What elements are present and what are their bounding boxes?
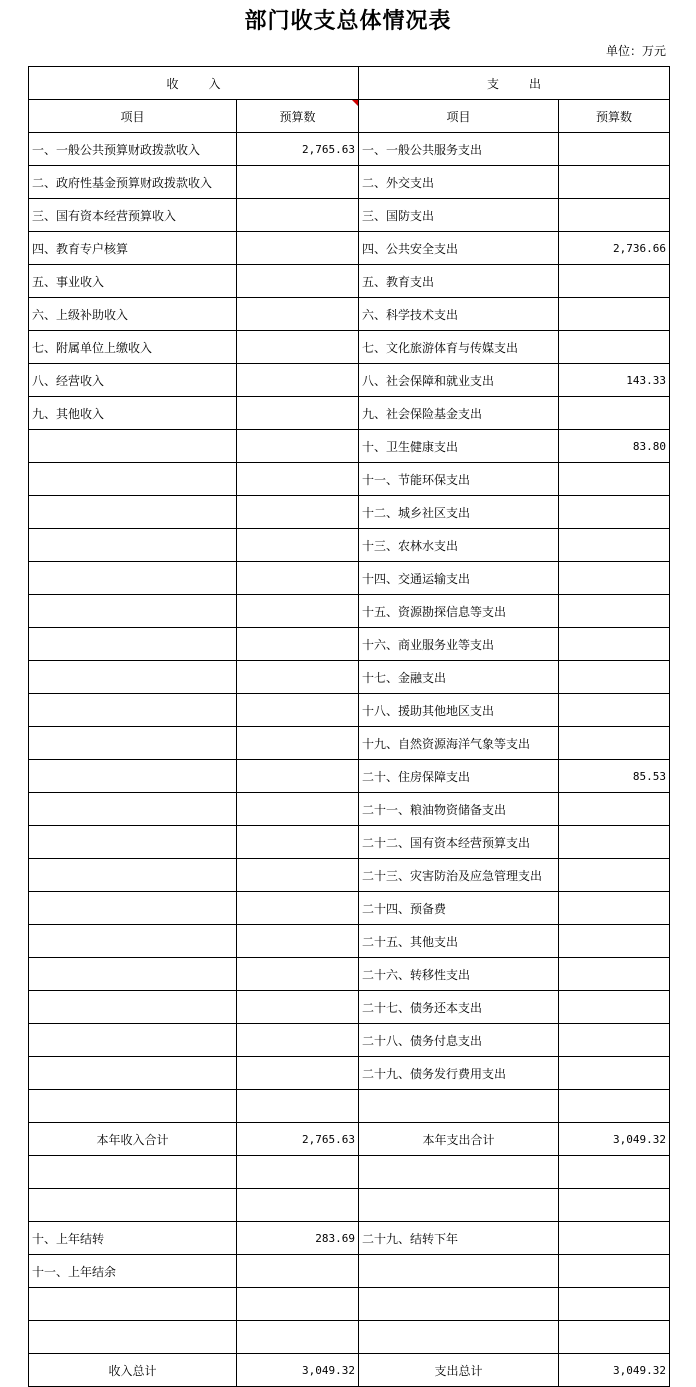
income-subtotal-value: 2,765.63	[237, 1123, 359, 1156]
expense-item-cell: 六、科学技术支出	[359, 298, 559, 331]
income-value-cell	[237, 628, 359, 661]
expense-value-cell	[559, 1057, 670, 1090]
income-value-cell	[237, 595, 359, 628]
budget-table	[28, 66, 670, 1387]
expense-item-cell: 十二、城乡社区支出	[359, 496, 559, 529]
expense-value-cell	[559, 991, 670, 1024]
income-item-cell	[29, 430, 237, 463]
income-item-cell: 五、事业收入	[29, 265, 237, 298]
table-row	[29, 595, 670, 628]
table-row	[29, 166, 670, 199]
expense-value-cell	[559, 1255, 670, 1288]
income-item-cell: 十、上年结转	[29, 1222, 237, 1255]
expense-item-cell: 一、一般公共服务支出	[359, 133, 559, 166]
table-row	[29, 892, 670, 925]
page-title: 部门收支总体情况表	[244, 8, 452, 34]
expense-value-cell	[559, 661, 670, 694]
income-item-cell: 八、经营收入	[29, 364, 237, 397]
empty-row	[29, 1156, 670, 1189]
income-item-cell	[29, 1090, 237, 1123]
header-row-2	[29, 100, 670, 133]
expense-item-cell: 十七、金融支出	[359, 661, 559, 694]
table-row	[29, 694, 670, 727]
table-row	[29, 529, 670, 562]
table-row	[29, 397, 670, 430]
expense-item-cell	[359, 1090, 559, 1123]
income-value-cell: 2,765.63	[237, 133, 359, 166]
expense-value-cell	[559, 397, 670, 430]
income-item-cell	[29, 925, 237, 958]
expense-value-cell	[559, 1024, 670, 1057]
expense-item-cell: 二十三、灾害防治及应急管理支出	[359, 859, 559, 892]
income-value-cell	[237, 430, 359, 463]
expense-value-cell	[559, 496, 670, 529]
expense-value-cell	[559, 958, 670, 991]
income-item-cell	[29, 991, 237, 1024]
income-item-cell: 三、国有资本经营预算收入	[29, 199, 237, 232]
expense-value-cell	[559, 628, 670, 661]
income-value-cell	[237, 694, 359, 727]
income-item-cell	[29, 694, 237, 727]
table-row	[29, 793, 670, 826]
expense-item-cell	[359, 1255, 559, 1288]
expense-value-cell	[559, 562, 670, 595]
income-item-cell	[29, 496, 237, 529]
income-item-cell: 九、其他收入	[29, 397, 237, 430]
header-row-1	[29, 67, 670, 100]
expense-value-cell	[559, 1090, 670, 1123]
table-row	[29, 463, 670, 496]
income-value-cell	[237, 199, 359, 232]
expense-budget-header: 预算数	[559, 100, 670, 133]
income-value-cell	[237, 463, 359, 496]
income-value-cell	[237, 727, 359, 760]
income-item-cell	[29, 463, 237, 496]
expense-item-cell: 二十七、债务还本支出	[359, 991, 559, 1024]
empty-row	[29, 1189, 670, 1222]
empty-cell	[237, 1321, 359, 1354]
table-row	[29, 958, 670, 991]
expense-value-cell	[559, 793, 670, 826]
income-item-cell: 十一、上年结余	[29, 1255, 237, 1288]
expense-value-cell: 83.80	[559, 430, 670, 463]
table-row	[29, 727, 670, 760]
table-row	[29, 826, 670, 859]
empty-cell	[29, 1189, 237, 1222]
empty-row	[29, 1321, 670, 1354]
expense-total-value: 3,049.32	[559, 1354, 670, 1387]
table-row	[29, 925, 670, 958]
table-row	[29, 298, 670, 331]
expense-header: 支出	[359, 67, 670, 100]
table-row	[29, 628, 670, 661]
income-total-value: 3,049.32	[237, 1354, 359, 1387]
income-item-cell	[29, 529, 237, 562]
income-subtotal-label: 本年收入合计	[29, 1123, 237, 1156]
income-value-cell	[237, 496, 359, 529]
income-item-cell: 六、上级补助收入	[29, 298, 237, 331]
income-value-cell	[237, 397, 359, 430]
expense-item-cell: 二十四、预备费	[359, 892, 559, 925]
income-item-cell	[29, 892, 237, 925]
expense-value-cell	[559, 265, 670, 298]
income-value-cell	[237, 1255, 359, 1288]
table-row	[29, 364, 670, 397]
unit-label: 单位：万元	[605, 44, 666, 58]
table-row	[29, 760, 670, 793]
income-value-cell	[237, 661, 359, 694]
expense-item-cell: 十五、资源勘探信息等支出	[359, 595, 559, 628]
empty-cell	[559, 1156, 670, 1189]
income-total-label: 收入总计	[29, 1354, 237, 1387]
empty-cell	[359, 1189, 559, 1222]
expense-item-cell: 十四、交通运输支出	[359, 562, 559, 595]
empty-cell	[359, 1288, 559, 1321]
income-value-cell	[237, 760, 359, 793]
expense-value-cell	[559, 133, 670, 166]
expense-item-cell: 九、社会保险基金支出	[359, 397, 559, 430]
expense-value-cell	[559, 727, 670, 760]
expense-item-cell: 十、卫生健康支出	[359, 430, 559, 463]
income-header: 收入	[29, 67, 359, 100]
table-row	[29, 331, 670, 364]
income-value-cell: 283.69	[237, 1222, 359, 1255]
expense-value-cell	[559, 826, 670, 859]
subtotal-row	[29, 1123, 670, 1156]
expense-item-cell: 二、外交支出	[359, 166, 559, 199]
table-row	[29, 199, 670, 232]
income-value-cell	[237, 265, 359, 298]
expense-item-cell: 十八、援助其他地区支出	[359, 694, 559, 727]
expense-subtotal-label: 本年支出合计	[359, 1123, 559, 1156]
income-budget-header: 预算数	[237, 100, 359, 133]
expense-item-cell: 二十一、粮油物资储备支出	[359, 793, 559, 826]
expense-value-cell	[559, 199, 670, 232]
empty-cell	[237, 1288, 359, 1321]
income-item-cell	[29, 760, 237, 793]
empty-cell	[237, 1156, 359, 1189]
expense-item-header: 项目	[359, 100, 559, 133]
income-item-cell	[29, 661, 237, 694]
table-row	[29, 661, 670, 694]
expense-value-cell: 2,736.66	[559, 232, 670, 265]
income-value-cell	[237, 958, 359, 991]
table-row	[29, 562, 670, 595]
table-row	[29, 133, 670, 166]
income-value-cell	[237, 793, 359, 826]
income-item-cell	[29, 1057, 237, 1090]
table-row	[29, 991, 670, 1024]
income-value-cell	[237, 331, 359, 364]
expense-item-cell: 十六、商业服务业等支出	[359, 628, 559, 661]
expense-item-cell: 八、社会保障和就业支出	[359, 364, 559, 397]
empty-cell	[237, 1189, 359, 1222]
expense-item-cell: 二十九、债务发行费用支出	[359, 1057, 559, 1090]
empty-cell	[29, 1156, 237, 1189]
expense-item-cell: 五、教育支出	[359, 265, 559, 298]
table-row	[29, 1057, 670, 1090]
table-row	[29, 232, 670, 265]
income-value-cell	[237, 166, 359, 199]
carry-row	[29, 1255, 670, 1288]
expense-value-cell	[559, 463, 670, 496]
income-item-cell	[29, 958, 237, 991]
expense-item-cell: 十三、农林水支出	[359, 529, 559, 562]
income-item-cell: 一、一般公共预算财政拨款收入	[29, 133, 237, 166]
income-item-cell	[29, 562, 237, 595]
income-value-cell	[237, 892, 359, 925]
income-value-cell	[237, 925, 359, 958]
income-item-cell: 七、附属单位上缴收入	[29, 331, 237, 364]
income-item-cell	[29, 1024, 237, 1057]
empty-cell	[29, 1321, 237, 1354]
income-item-cell: 二、政府性基金预算财政拨款收入	[29, 166, 237, 199]
expense-value-cell	[559, 595, 670, 628]
expense-subtotal-value: 3,049.32	[559, 1123, 670, 1156]
income-value-cell	[237, 859, 359, 892]
comment-marker-icon	[352, 100, 358, 106]
income-value-cell	[237, 991, 359, 1024]
expense-value-cell	[559, 925, 670, 958]
empty-cell	[29, 1288, 237, 1321]
income-item-cell	[29, 793, 237, 826]
income-value-cell	[237, 298, 359, 331]
income-value-cell	[237, 232, 359, 265]
income-value-cell	[237, 529, 359, 562]
income-value-cell	[237, 1090, 359, 1123]
empty-cell	[559, 1189, 670, 1222]
income-value-cell	[237, 562, 359, 595]
income-item-header: 项目	[29, 100, 237, 133]
expense-value-cell	[559, 166, 670, 199]
income-item-cell	[29, 595, 237, 628]
expense-value-cell	[559, 331, 670, 364]
table-row	[29, 859, 670, 892]
expense-item-cell: 二十九、结转下年	[359, 1222, 559, 1255]
expense-item-cell: 二十、住房保障支出	[359, 760, 559, 793]
expense-item-cell: 十九、自然资源海洋气象等支出	[359, 727, 559, 760]
table-row	[29, 1024, 670, 1057]
expense-item-cell: 二十八、债务付息支出	[359, 1024, 559, 1057]
table-row	[29, 430, 670, 463]
expense-value-cell: 143.33	[559, 364, 670, 397]
expense-value-cell	[559, 859, 670, 892]
income-value-cell	[237, 1057, 359, 1090]
income-item-cell	[29, 826, 237, 859]
total-row	[29, 1354, 670, 1387]
expense-value-cell: 85.53	[559, 760, 670, 793]
income-item-cell	[29, 859, 237, 892]
expense-value-cell	[559, 529, 670, 562]
income-value-cell	[237, 364, 359, 397]
expense-item-cell: 三、国防支出	[359, 199, 559, 232]
expense-value-cell	[559, 298, 670, 331]
expense-value-cell	[559, 892, 670, 925]
expense-item-cell: 二十五、其他支出	[359, 925, 559, 958]
table-row	[29, 496, 670, 529]
income-value-cell	[237, 826, 359, 859]
table-row	[29, 265, 670, 298]
expense-item-cell: 四、公共安全支出	[359, 232, 559, 265]
table-row	[29, 1090, 670, 1123]
expense-value-cell	[559, 694, 670, 727]
income-item-cell	[29, 727, 237, 760]
expense-item-cell: 七、文化旅游体育与传媒支出	[359, 331, 559, 364]
income-item-cell: 四、教育专户核算	[29, 232, 237, 265]
income-value-cell	[237, 1024, 359, 1057]
expense-total-label: 支出总计	[359, 1354, 559, 1387]
expense-item-cell: 十一、节能环保支出	[359, 463, 559, 496]
carry-row	[29, 1222, 670, 1255]
empty-cell	[559, 1321, 670, 1354]
empty-row	[29, 1288, 670, 1321]
empty-cell	[359, 1156, 559, 1189]
expense-value-cell	[559, 1222, 670, 1255]
income-item-cell	[29, 628, 237, 661]
expense-item-cell: 二十二、国有资本经营预算支出	[359, 826, 559, 859]
empty-cell	[359, 1321, 559, 1354]
empty-cell	[559, 1288, 670, 1321]
expense-item-cell: 二十六、转移性支出	[359, 958, 559, 991]
